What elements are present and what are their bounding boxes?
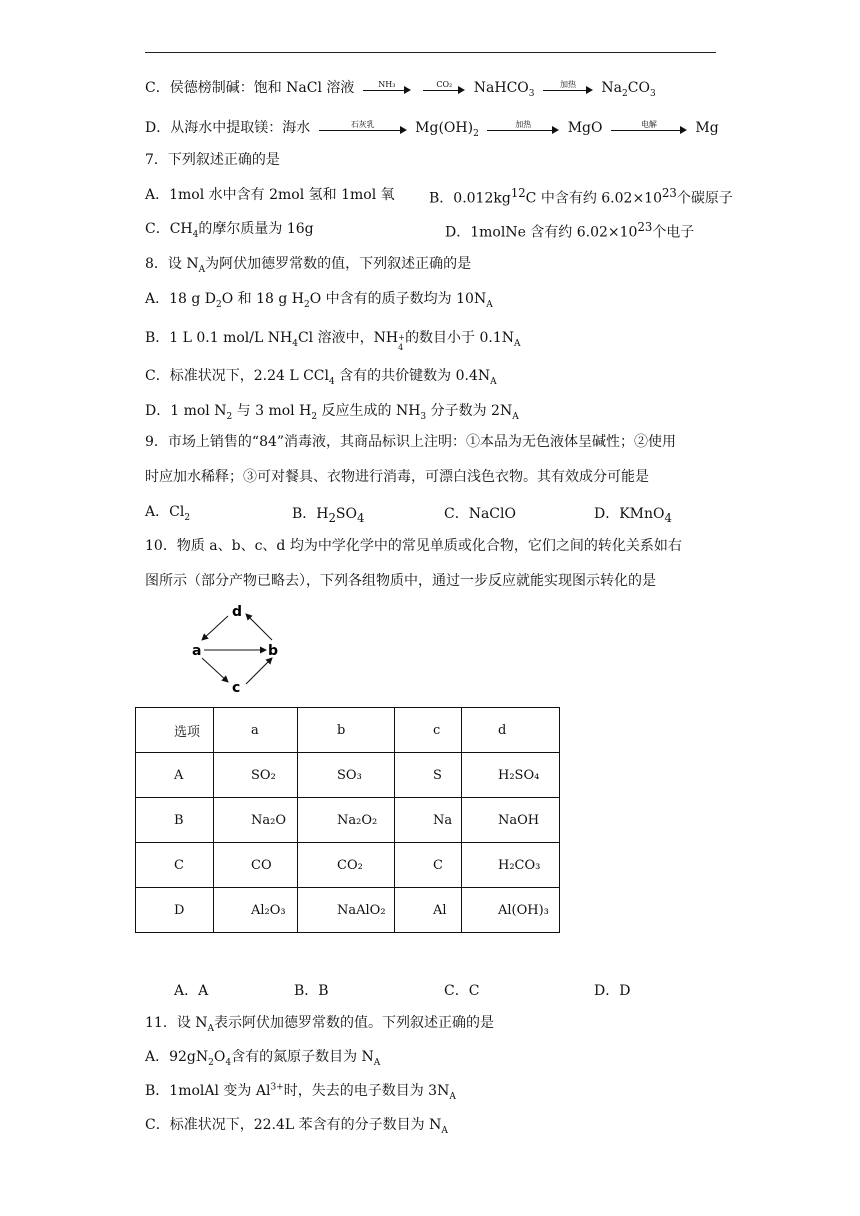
- q8-option-d: D．1 mol $N_2$ 与 3 mol $H_2$ 反应生成的 $NH_3$ 分子数为 $2N_A$: [145, 403, 519, 422]
- table-row: [136, 843, 560, 888]
- table-header-cell: c: [395, 708, 462, 753]
- q11-option-b: B．1molAl 变为 $Al^{3+}$时，失去的电子数目为 $3N_A$: [145, 1082, 456, 1102]
- table-cell: Na₂O: [214, 798, 298, 843]
- q7-option-a: A．1mol 水中含有 2mol 氢和 1mol 氧: [145, 187, 395, 203]
- arrow-b-to-d: [246, 614, 272, 640]
- table-cell: Al(OH)₃: [462, 888, 560, 933]
- reaction-arrow: 加热: [543, 81, 593, 95]
- q7-stem: 7．下列叙述正确的是: [145, 152, 280, 168]
- table-cell: D: [136, 888, 214, 933]
- table-row: [136, 798, 560, 843]
- q9-stem-line1: 9．市场上销售的“84”消毒液，其商品标识上注明：①本品为无色液体呈碱性；②使用: [145, 434, 677, 450]
- q9-option-c: C．NaClO: [444, 506, 516, 522]
- q6-option-c: C．侯德榜制碱：饱和 NaCl 溶液 NH₃ CO₂ NaHCO$_3$ 加热 $Na_2CO_3$: [145, 80, 656, 99]
- arrow-d-to-a: [202, 616, 228, 640]
- q6-option-d: D．从海水中提取镁：海水 石灰乳 $Mg(OH)_2$ 加热 MgO 电解 Mg: [145, 120, 719, 139]
- reaction-arrow: NH₃: [363, 81, 411, 95]
- arrow-c-to-b: [246, 658, 272, 684]
- conversion-diagram: [188, 600, 288, 698]
- q8-stem: 8．设 $N_A$为阿伏加德罗常数的值，下列叙述正确的是: [145, 256, 472, 275]
- table-cell: Al: [395, 888, 462, 933]
- arrow-a-to-c: [202, 658, 228, 682]
- reaction-arrow: 加热: [487, 121, 559, 135]
- q10-stem-line2: 图所示（部分产物已略去），下列各组物质中，通过一步反应就能实现图示转化的是: [145, 573, 656, 589]
- table-cell: H₂SO₄: [462, 753, 560, 798]
- node-a: a: [192, 643, 202, 659]
- node-d: d: [232, 604, 243, 620]
- table-header-cell: b: [298, 708, 395, 753]
- table-cell: CO: [214, 843, 298, 888]
- q8-option-a: A．18 g $D_2O$ 和 18 g $H_2O$ 中含有的质子数均为 $10N_A$: [145, 291, 493, 310]
- table-header-cell: d: [462, 708, 560, 753]
- table-header-cell: a: [214, 708, 298, 753]
- q9-option-d: D．KMnO$_4$: [594, 506, 672, 525]
- q11-stem: 11．设 $N_A$表示阿伏加德罗常数的值。下列叙述正确的是: [145, 1015, 495, 1034]
- table-cell: C: [136, 843, 214, 888]
- q11-option-a: A．$92gN_2O_4$含有的氮原子数目为 $N_A$: [145, 1049, 381, 1068]
- q10-choice-c: C．C: [444, 983, 480, 999]
- q10-stem-line1: 10．物质 a、b、c、d 均为中学化学中的常见单质或化合物，它们之间的转化关系如右: [145, 538, 682, 554]
- table-cell: C: [395, 843, 462, 888]
- table-cell: Na: [395, 798, 462, 843]
- q10-options-table: [135, 707, 560, 933]
- q10-choice-d: D．D: [594, 983, 631, 999]
- reaction-arrow: 电解: [611, 121, 687, 135]
- table-cell: B: [136, 798, 214, 843]
- q8-option-b: B．1 L 0.1 mol/L $NH_4Cl$ 溶液中，NH + 4 的数目小于 $0.1N_A$: [145, 330, 521, 352]
- table-row: [136, 753, 560, 798]
- q10-choice-b: B．B: [294, 983, 329, 999]
- table-cell: A: [136, 753, 214, 798]
- q11-option-c: C．标准状况下，22.4L 苯含有的分子数目为 $N_A$: [145, 1117, 448, 1136]
- q7-option-b: B．$0.012kg^{12}C$ 中含有约 $6.02\times 10^{23}$个碳原子: [429, 186, 733, 207]
- table-cell: Al₂O₃: [214, 888, 298, 933]
- reaction-arrow: CO₂: [423, 81, 465, 95]
- q9-stem-line2: 时应加水稀释；③可对餐具、衣物进行消毒，可漂白浅色衣物。其有效成分可能是: [145, 469, 649, 485]
- table-cell: NaOH: [462, 798, 560, 843]
- table-cell: SO₂: [214, 753, 298, 798]
- q8-option-c: C．标准状况下，2.24 L CCl$_4$ 含有的共价键数为 $0.4N_A$: [145, 368, 497, 387]
- table-cell: Na₂O₂: [298, 798, 395, 843]
- q7-option-c: C．$CH_4$的摩尔质量为 16g: [145, 221, 314, 240]
- q10-choice-a: A．A: [174, 983, 209, 999]
- table-cell: S: [395, 753, 462, 798]
- table-cell: SO₃: [298, 753, 395, 798]
- table-cell: H₂CO₃: [462, 843, 560, 888]
- table-header-cell: 选项: [136, 708, 214, 753]
- header-rule: [145, 52, 716, 53]
- node-b: b: [268, 643, 279, 659]
- node-c: c: [232, 680, 241, 696]
- table-cell: CO₂: [298, 843, 395, 888]
- q9-option-b: B．$H_2SO_4$: [292, 506, 365, 525]
- table-header-row: [136, 708, 560, 753]
- table-cell: NaAlO₂: [298, 888, 395, 933]
- q7-option-d: D．1molNe 含有约 $6.02\times 10^{23}$个电子: [445, 220, 695, 241]
- reaction-arrow: 石灰乳: [319, 121, 407, 135]
- table-row: [136, 888, 560, 933]
- q9-option-a: A．$Cl_2$: [145, 504, 191, 523]
